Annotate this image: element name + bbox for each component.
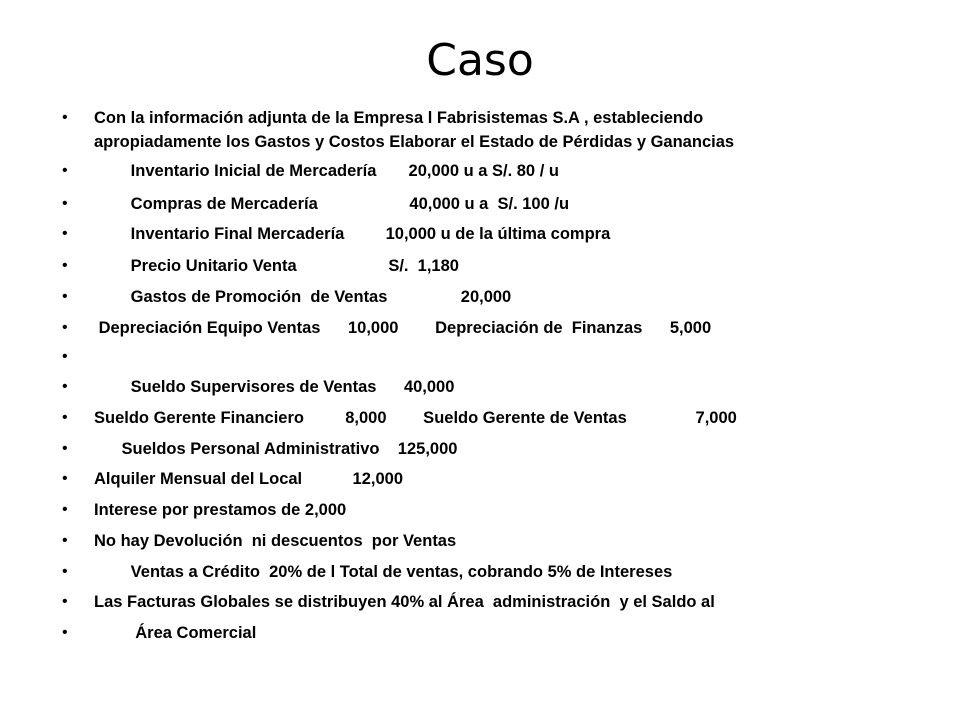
bullet-text: Interese por prestamos de 2,000 — [94, 501, 347, 519]
bullet-dot: • — [62, 319, 68, 336]
bullet-text: Sueldo Gerente Financiero 8,000 Sueldo Gerente de Ventas 7,000 — [94, 409, 737, 427]
bullet-dot: • — [62, 109, 68, 126]
bullet-dot: • — [62, 440, 68, 457]
bullet-dot: • — [62, 532, 68, 549]
bullet-dot: • — [62, 501, 68, 518]
bullet-text: Sueldos Personal Administrativo 125,000 — [94, 440, 458, 458]
bullet-text: Gastos de Promoción de Ventas 20,000 — [94, 288, 512, 306]
bullet-text: Precio Unitario Venta S/. 1,180 — [94, 257, 459, 275]
bullet-dot: • — [62, 195, 68, 212]
bullet-text: Área Comercial — [94, 624, 257, 642]
bullet-text: No hay Devolución ni descuentos por Ventas — [94, 532, 457, 550]
bullet-item — [0, 621, 860, 717]
bullet-dot: • — [62, 470, 68, 487]
bullet-text: Compras de Mercadería 40,000 u a S/. 100 /u — [94, 195, 570, 213]
bullet-dot: • — [62, 288, 68, 305]
bullet-text: Las Facturas Globales se distribuyen 40% al Área administración y el Saldo al — [94, 593, 715, 611]
bullet-dot: • — [62, 624, 68, 641]
slide-title: Caso — [426, 35, 534, 86]
bullet-text: Alquiler Mensual del Local 12,000 — [94, 470, 404, 488]
bullet-dot: • — [62, 225, 68, 242]
bullet-text: Depreciación Equipo Ventas 10,000 Depreciación de Finanzas 5,000 — [94, 319, 712, 337]
bullet-text: Ventas a Crédito 20% de l Total de ventas, cobrando 5% de Intereses — [94, 563, 673, 581]
bullet-text: Inventario Final Mercadería 10,000 u de la última compra — [94, 225, 611, 243]
bullet-text: Con la información adjunta de la Empresa l Fabrisistemas S.A , estableciendo apropiadamente los Gastos y Costos Elaborar el Estado de Pérdidas y Ganancias — [94, 109, 735, 151]
bullet-text: Sueldo Supervisores de Ventas 40,000 — [94, 378, 455, 396]
bullet-dot: • — [62, 257, 68, 274]
bullet-dot: • — [62, 348, 68, 365]
bullet-text: Inventario Inicial de Mercadería 20,000 u a S/. 80 / u — [94, 162, 559, 180]
bullet-dot: • — [62, 162, 68, 179]
bullet-dot: • — [62, 563, 68, 580]
bullet-dot: • — [62, 409, 68, 426]
bullet-dot: • — [62, 378, 68, 395]
bullet-dot: • — [62, 593, 68, 610]
